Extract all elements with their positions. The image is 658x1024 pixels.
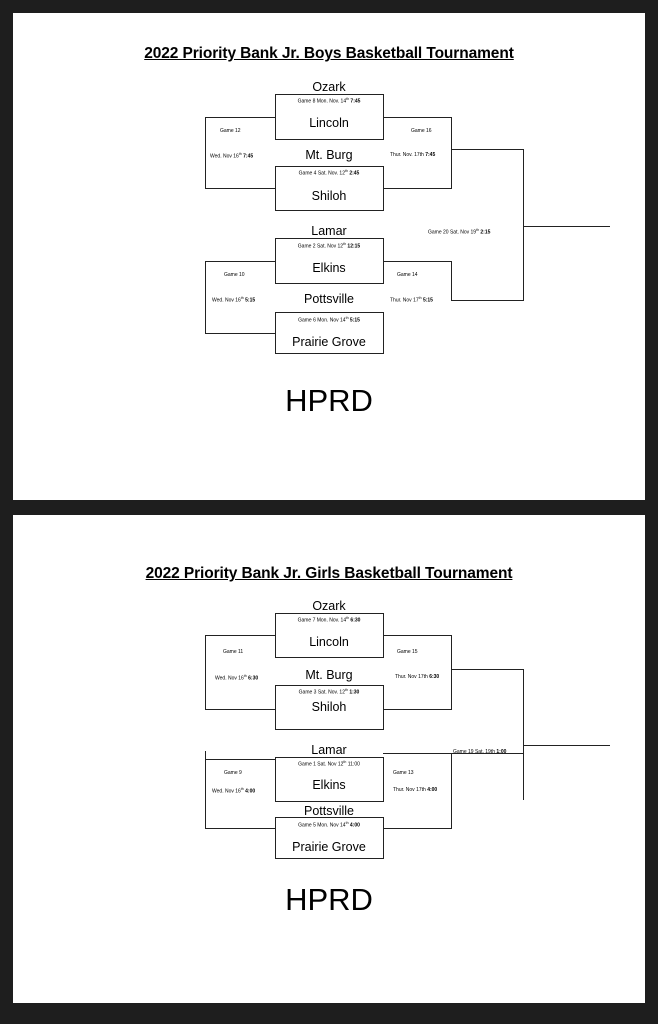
boys-team-ozark: Ozark [312, 80, 346, 94]
girls-team-shiloh: Shiloh [311, 700, 347, 714]
girls-game5-info: Game 5 Mon. Nov 14th 4:00 [298, 821, 360, 829]
boys-bracket-page [13, 13, 645, 500]
girls-team-lincoln: Lincoln [309, 635, 349, 649]
girls-team-prairie-grove: Prairie Grove [292, 840, 366, 854]
girls-team-lamar: Lamar [311, 743, 347, 757]
girls-game7-info: Game 7 Mon. Nov. 14th 6:30 [297, 616, 361, 624]
boys-game14-label: Game 14 [397, 272, 418, 278]
boys-game4-info: Game 4 Sat. Nov. 12th 2:45 [298, 169, 360, 177]
girls-game19-info: Game 19 Sat. 19th 1:00 [453, 749, 507, 755]
boys-team-mtburg: Mt. Burg [305, 148, 353, 162]
girls-game3-info: Game 3 Sat. Nov. 12th 1:30 [298, 688, 360, 696]
boys-team-lamar: Lamar [311, 224, 347, 238]
girls-final-vertical [523, 669, 524, 800]
boys-team-elkins: Elkins [312, 261, 346, 275]
girls-game13-label: Game 13 [393, 770, 414, 776]
girls-game15-label: Game 15 [397, 649, 418, 655]
girls-final-top [451, 669, 524, 670]
boys-team-pottsville: Pottsville [303, 292, 355, 306]
girls-team-ozark: Ozark [312, 599, 346, 613]
boys-game14-bracket [383, 261, 452, 301]
boys-game14-date: Thur. Nov 17th 5:15 [390, 296, 433, 304]
boys-game10-label: Game 10 [224, 272, 245, 278]
boys-game10-date: Wed. Nov 16th 5:15 [212, 296, 256, 304]
girls-team-elkins: Elkins [312, 778, 346, 792]
boys-game2-info: Game 2 Sat. Nov 12th 12:15 [297, 242, 361, 250]
girls-hprd-text: HPRD [285, 882, 373, 917]
boys-hprd-text: HPRD [285, 383, 373, 418]
girls-game9-bracket-bottom [205, 828, 276, 829]
girls-game1-info: Game 1 Sat. Nov 12th 11:00 [298, 760, 360, 768]
girls-game13-date: Thur. Nov 17th 4:00 [393, 787, 438, 793]
boys-team-shiloh: Shiloh [311, 189, 347, 203]
boys-team-lincoln: Lincoln [309, 116, 349, 130]
girls-game11-bracket [205, 635, 276, 710]
girls-team-pottsville: Pottsville [303, 804, 355, 818]
girls-game15-bracket [383, 635, 452, 710]
girls-team-mtburg: Mt. Burg [305, 668, 353, 682]
boys-game6-info: Game 6 Mon. Nov 14th 5:15 [298, 316, 360, 324]
girls-game9-label: Game 9 [224, 770, 242, 776]
boys-game16-date: Thur. Nov. 17th 7:45 [390, 152, 436, 158]
boys-title: 2022 Priority Bank Jr. Boys Basketball Tournament [144, 45, 514, 62]
boys-game12-label: Game 12 [220, 128, 241, 134]
girls-game9-date: Wed. Nov 16th 4:00 [212, 787, 256, 795]
boys-game16-label: Game 16 [411, 128, 432, 134]
boys-game20-info: Game 20 Sat. Nov 19th 2:15 [428, 228, 491, 236]
boys-game12-date: Wed. Nov 16th 7:45 [210, 152, 254, 160]
boys-game8-info: Game 8 Mon. Nov. 14th 7:45 [297, 97, 361, 105]
girls-game15-date: Thur. Nov 17th 6:30 [395, 674, 440, 680]
girls-game11-label: Game 11 [223, 649, 244, 655]
girls-game11-date: Wed. Nov 16th 6:30 [215, 674, 259, 682]
girls-bracket-page [13, 515, 645, 1003]
boys-champion-line [523, 226, 610, 227]
girls-champion-line [523, 745, 610, 746]
girls-title: 2022 Priority Bank Jr. Girls Basketball Tournament [145, 565, 513, 582]
girls-game9-bracket-left [205, 751, 206, 828]
boys-team-prairie-grove: Prairie Grove [292, 335, 366, 349]
girls-game9-bracket-top [205, 759, 276, 760]
boys-final-bracket [451, 149, 524, 301]
